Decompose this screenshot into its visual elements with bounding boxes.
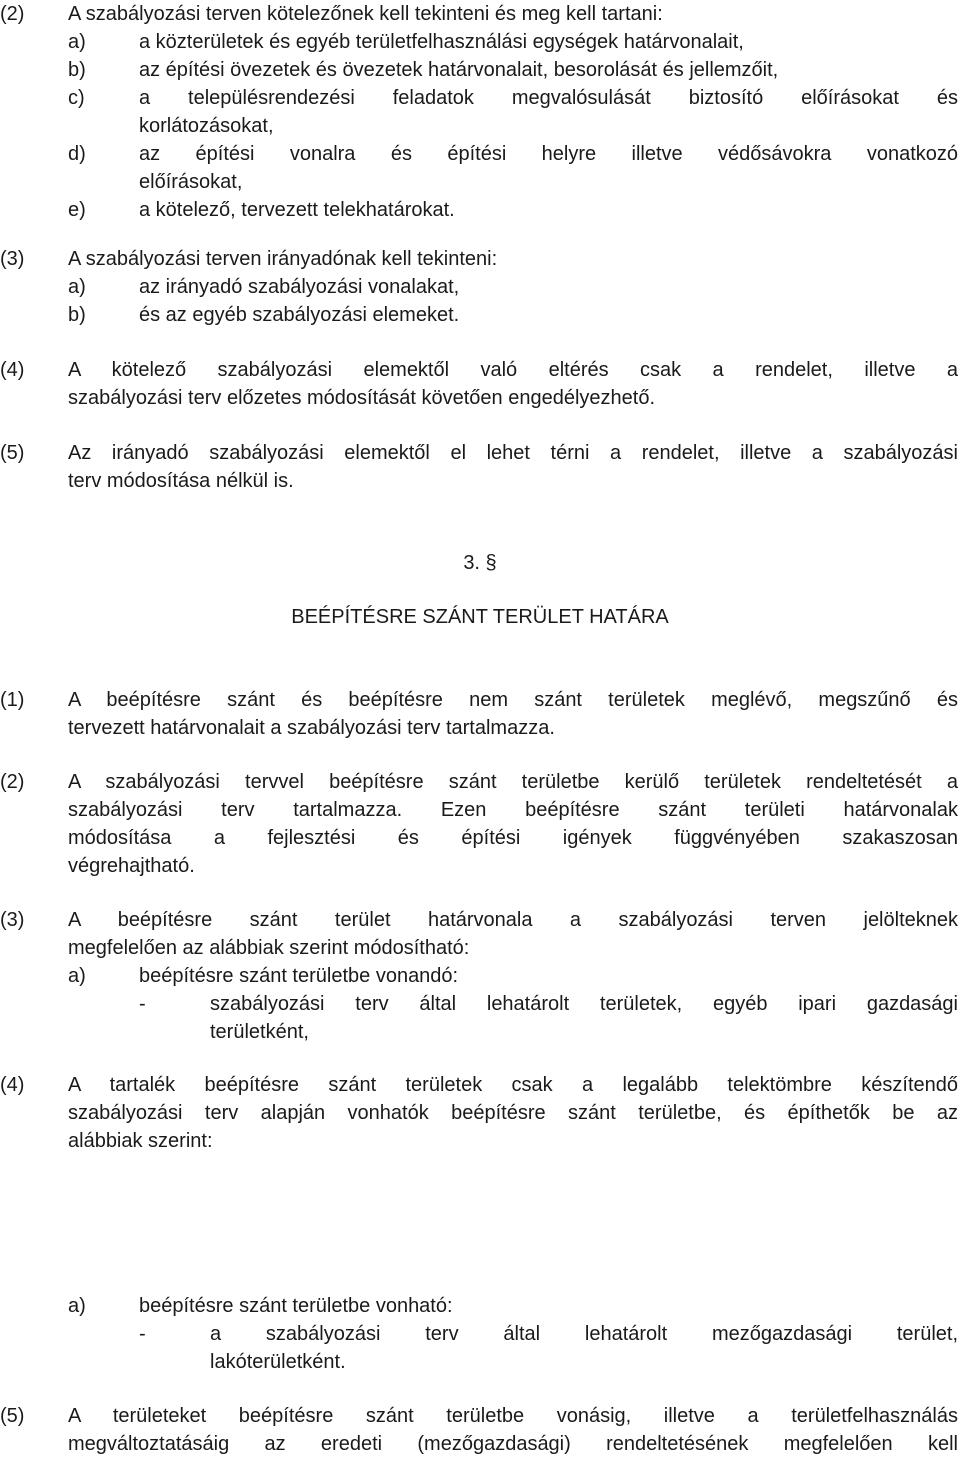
- paragraph-text: alábbiak szerint:: [68, 1130, 213, 1152]
- list-item-text: a közterületek és egyéb területfelhasználási egységek határvonalait,: [139, 31, 744, 53]
- dash-item-text: lakóterületként.: [210, 1351, 346, 1373]
- paragraph-text: megváltoztatásáig az eredeti (mezőgazdasági) rendeltetésének megfelelően kell: [68, 1433, 958, 1455]
- paragraph-text: A szabályozási tervvel beépítésre szánt területbe kerülő területek rendeltetését a: [68, 771, 958, 793]
- paragraph-text: Az irányadó szabályozási elemektől el lehet térni a rendelet, illetve a szabályozási: [68, 442, 958, 464]
- paragraph-number: (4): [0, 359, 25, 381]
- paragraph-text: szabályozási terv előzetes módosítását követően engedélyezhető.: [68, 387, 656, 409]
- list-item-label: e): [68, 199, 86, 221]
- list-item-label: b): [68, 59, 86, 81]
- list-item-text: az építési vonalra és építési helyre illetve védősávokra vonatkozó: [139, 143, 958, 165]
- paragraph-text: terv módosítása nélkül is.: [68, 470, 294, 492]
- list-item-text: és az egyéb szabályozási elemeket.: [139, 304, 460, 326]
- list-item-text-continued: előírásokat,: [139, 171, 243, 193]
- paragraph-text: végrehajtható.: [68, 855, 195, 877]
- list-item-text: beépítésre szánt területbe vonható:: [139, 1295, 453, 1317]
- list-item-text: az építési övezetek és övezetek határvonalait, besorolását és jellemzőit,: [139, 59, 779, 81]
- paragraph-number: (3): [0, 248, 25, 270]
- paragraph-text: A tartalék beépítésre szánt területek csak a legalább telektömbre készítendő: [68, 1074, 958, 1096]
- list-item-text: az irányadó szabályozási vonalakat,: [139, 276, 460, 298]
- paragraph-text: A szabályozási terven kötelezőnek kell tekinteni és meg kell tartani:: [68, 3, 663, 25]
- paragraph-text: szabályozási terv tartalmazza. Ezen beépítésre szánt területi határvonalak: [68, 799, 958, 821]
- paragraph-text: A területeket beépítésre szánt területbe vonásig, illetve a területfelhasználás: [68, 1405, 958, 1427]
- paragraph-number: (2): [0, 771, 25, 793]
- list-item-label: a): [68, 31, 86, 53]
- dash-bullet: -: [139, 993, 146, 1015]
- section-number: 3. §: [463, 552, 497, 574]
- paragraph-text: szabályozási terv alapján vonhatók beépítésre szánt területbe, és építhetők be az: [68, 1102, 958, 1124]
- list-item-label: d): [68, 143, 86, 165]
- paragraph-number: (2): [0, 3, 25, 25]
- list-item-text: a kötelező, tervezett telekhatárokat.: [139, 199, 455, 221]
- paragraph-text: A kötelező szabályozási elemektől való eltérés csak a rendelet, illetve a: [68, 359, 958, 381]
- paragraph-number: (5): [0, 1405, 25, 1427]
- paragraph-number: (1): [0, 689, 25, 711]
- paragraph-number: (5): [0, 442, 25, 464]
- list-item-label: c): [68, 87, 85, 109]
- list-item-text-continued: korlátozásokat,: [139, 115, 274, 137]
- paragraph-number: (4): [0, 1074, 25, 1096]
- paragraph-number: (3): [0, 909, 25, 931]
- paragraph-text: A beépítésre szánt terület határvonala a szabályozási terven jelölteknek: [68, 909, 958, 931]
- paragraph-text: A beépítésre szánt és beépítésre nem szánt területek meglévő, megszűnő és: [68, 689, 958, 711]
- list-item-text: beépítésre szánt területbe vonandó:: [139, 965, 459, 987]
- paragraph-text: módosítása a fejlesztési és építési igények függvényében szakaszosan: [68, 827, 958, 849]
- dash-item-text: szabályozási terv által lehatárolt területek, egyéb ipari gazdasági: [210, 993, 958, 1015]
- paragraph-text: megfelelően az alábbiak szerint módosítható:: [68, 937, 470, 959]
- dash-bullet: -: [139, 1323, 146, 1345]
- list-item-text: a településrendezési feladatok megvalósulását biztosító előírásokat és: [139, 87, 958, 109]
- paragraph-text: A szabályozási terven irányadónak kell tekinteni:: [68, 248, 498, 270]
- list-item-label: a): [68, 1295, 86, 1317]
- list-item-label: a): [68, 965, 86, 987]
- paragraph-text: tervezett határvonalait a szabályozási terv tartalmazza.: [68, 717, 555, 739]
- list-item-label: b): [68, 304, 86, 326]
- dash-item-text: a szabályozási terv által lehatárolt mezőgazdasági terület,: [210, 1323, 958, 1345]
- list-item-label: a): [68, 276, 86, 298]
- dash-item-text: területként,: [210, 1021, 309, 1043]
- section-title: BEÉPÍTÉSRE SZÁNT TERÜLET HATÁRA: [291, 606, 669, 628]
